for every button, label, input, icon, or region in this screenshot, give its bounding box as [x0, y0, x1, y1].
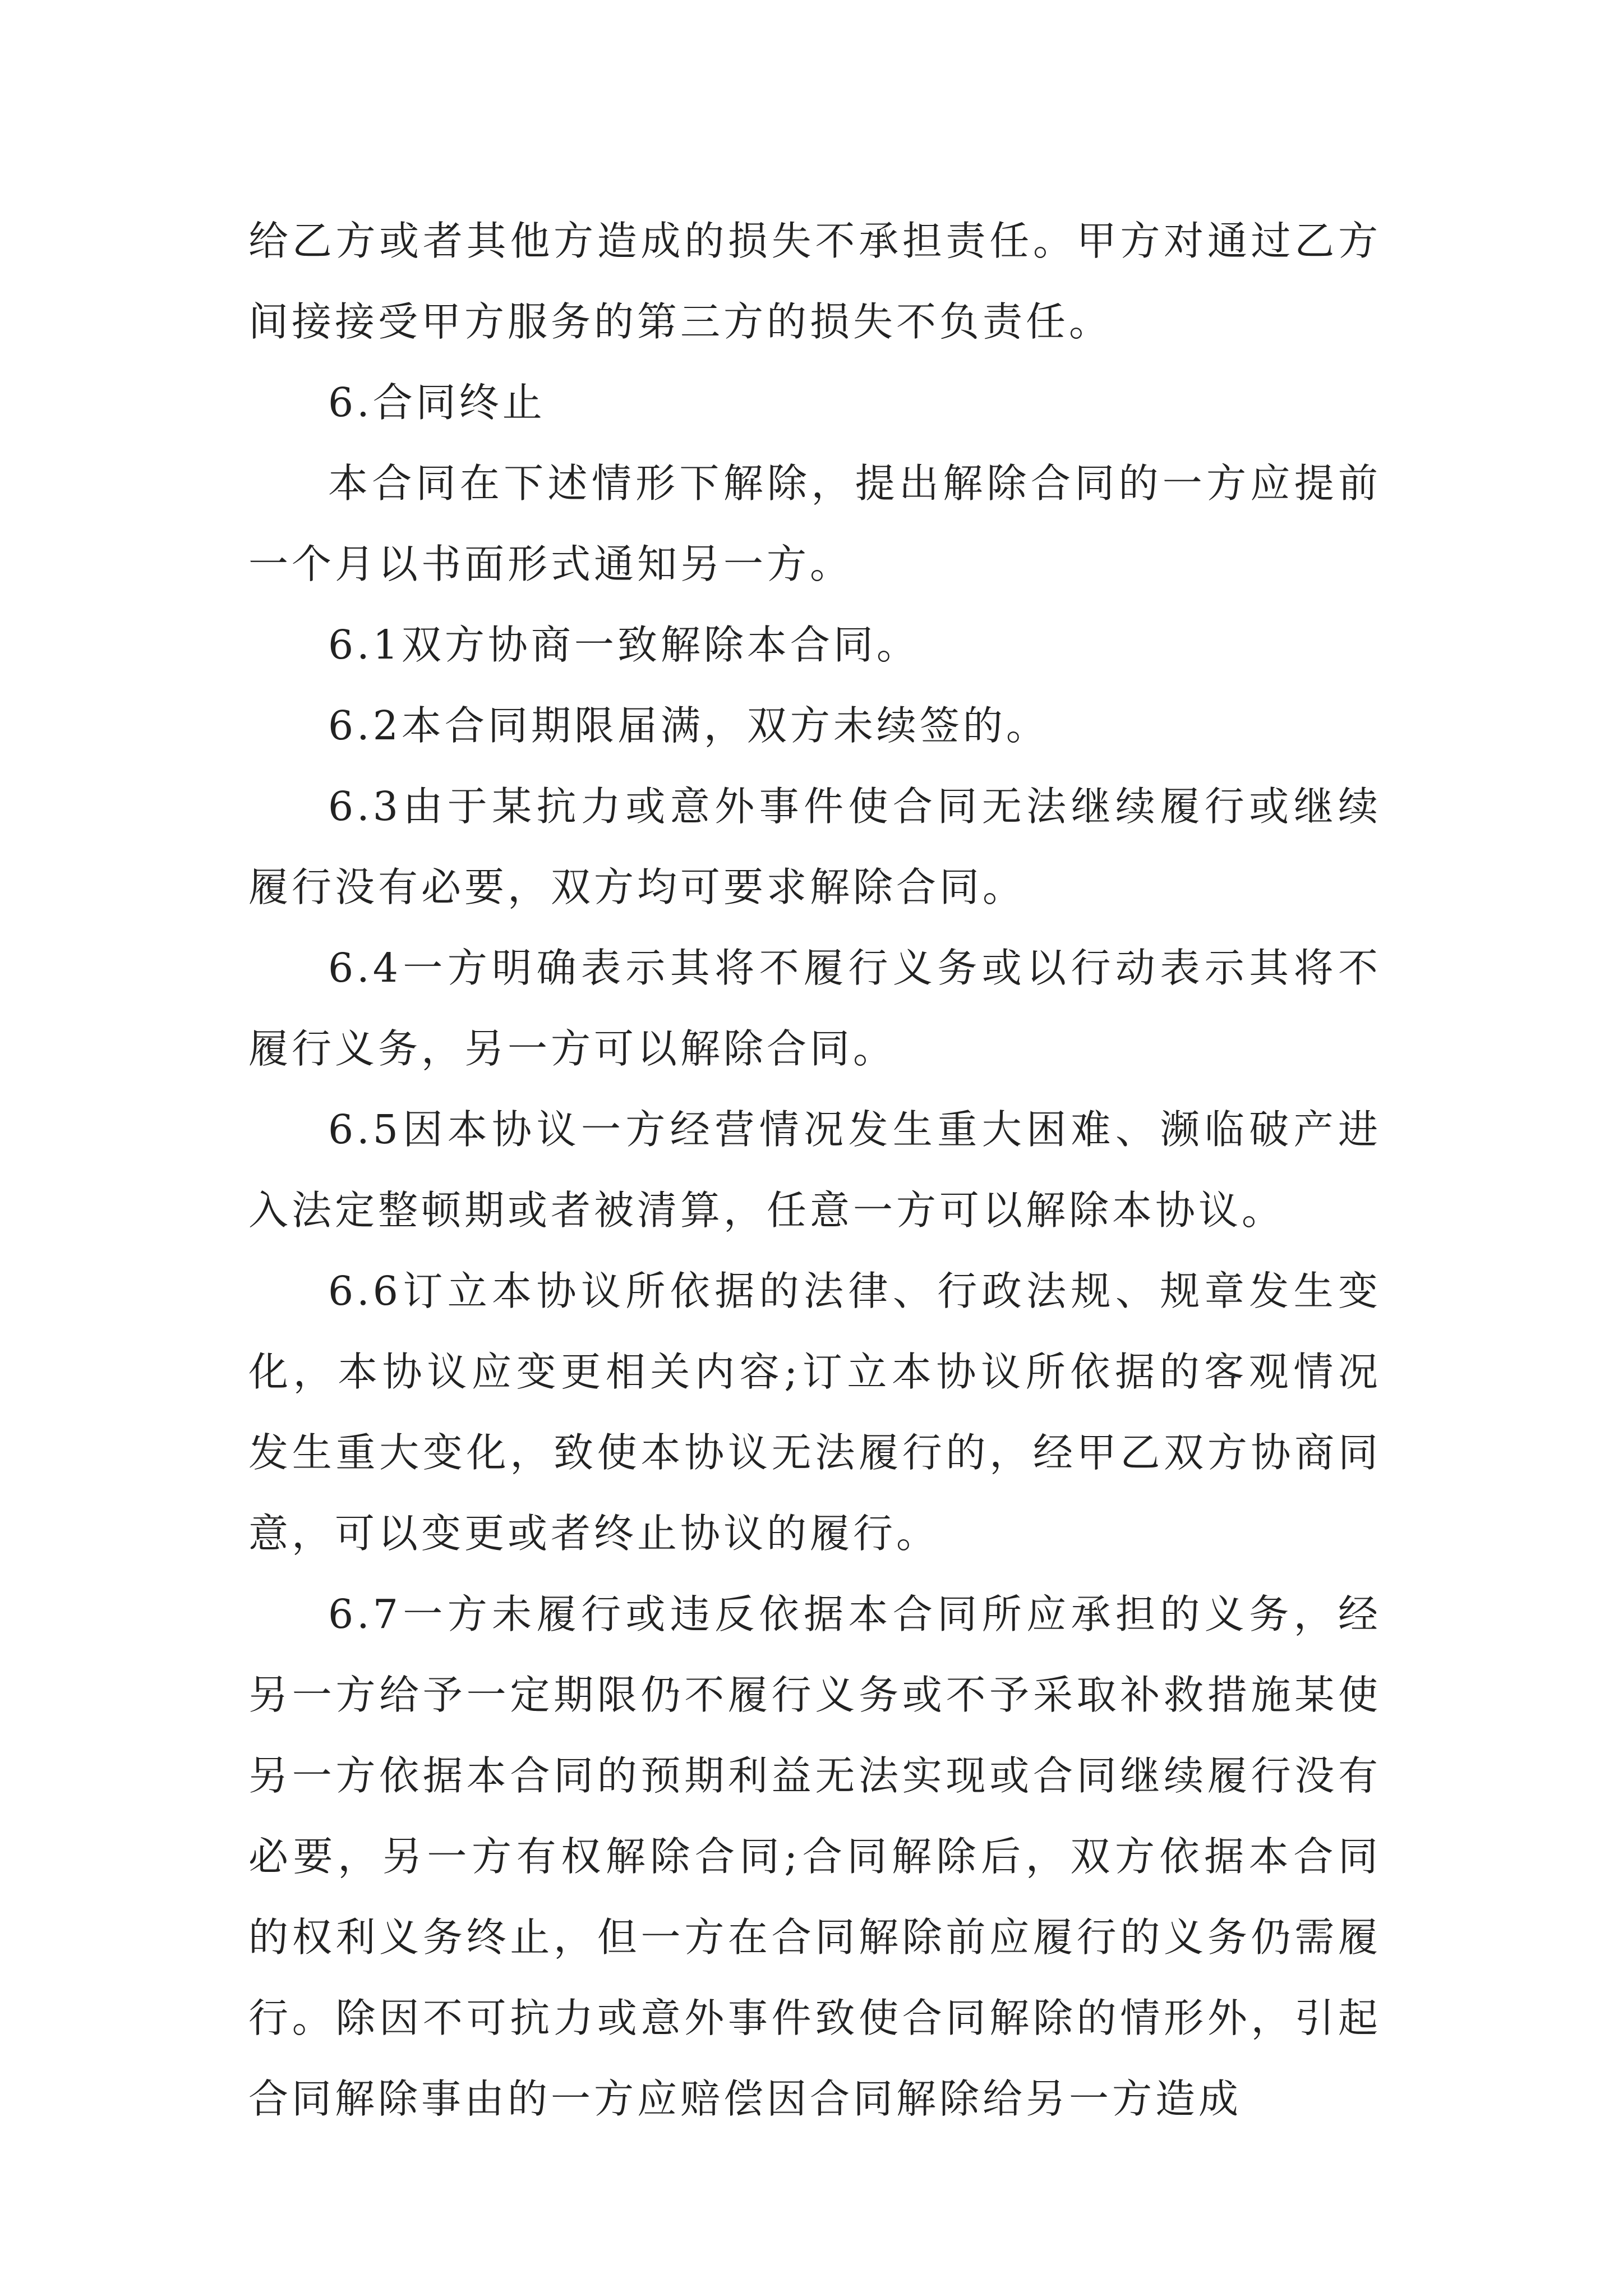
clause-6-7: 6.7一方未履行或违反依据本合同所应承担的义务，经另一方给予一定期限仍不履行义务或不予采取补救措施某使另一方依据本合同的预期利益无法实现或合同继续履行没有必要，另一方有权解除合同;合同解除后，双方依据本合同的权利义务终止，但一方在合同解除前应履行的义务仍需履行。除因不可抗力或意外事件致使合同解除的情形外，引起合同解除事由的一方应赔偿因合同解除给另一方造成 [248, 1591, 1381, 2122]
clause-6-2: 6.2本合同期限届满，双方未续签的。 [328, 702, 1049, 749]
clause-6-6: 6.6订立本协议所依据的法律、行政法规、规章发生变化，本协议应变更相关内容;订立本协议所依据的客观情况发生重大变化，致使本协议无法履行的，经甲乙双方协商同意，可以变更或者终止协议的履行。 [248, 1268, 1381, 1557]
contract-text-body [248, 201, 1381, 2139]
section-heading-termination: 6.合同终止 [328, 379, 546, 426]
paragraph-liability-continued: 给乙方或者其他方造成的损失不承担责任。甲方对通过乙方间接接受甲方服务的第三方的损失不负责任。 [248, 218, 1381, 345]
clause-6-5: 6.5因本协议一方经营情况发生重大困难、濒临破产进入法定整顿期或者被清算，任意一方可以解除本协议。 [248, 1106, 1381, 1234]
clause-6-3: 6.3由于某抗力或意外事件使合同无法继续履行或继续履行没有必要，双方均可要求解除合同。 [248, 783, 1381, 910]
clause-6-1: 6.1双方协商一致解除本合同。 [328, 622, 920, 668]
paragraph-termination-intro: 本合同在下述情形下解除，提出解除合同的一方应提前一个月以书面形式通知另一方。 [248, 460, 1381, 587]
clause-6-4: 6.4一方明确表示其将不履行义务或以行动表示其将不履行义务，另一方可以解除合同。 [248, 945, 1381, 1072]
